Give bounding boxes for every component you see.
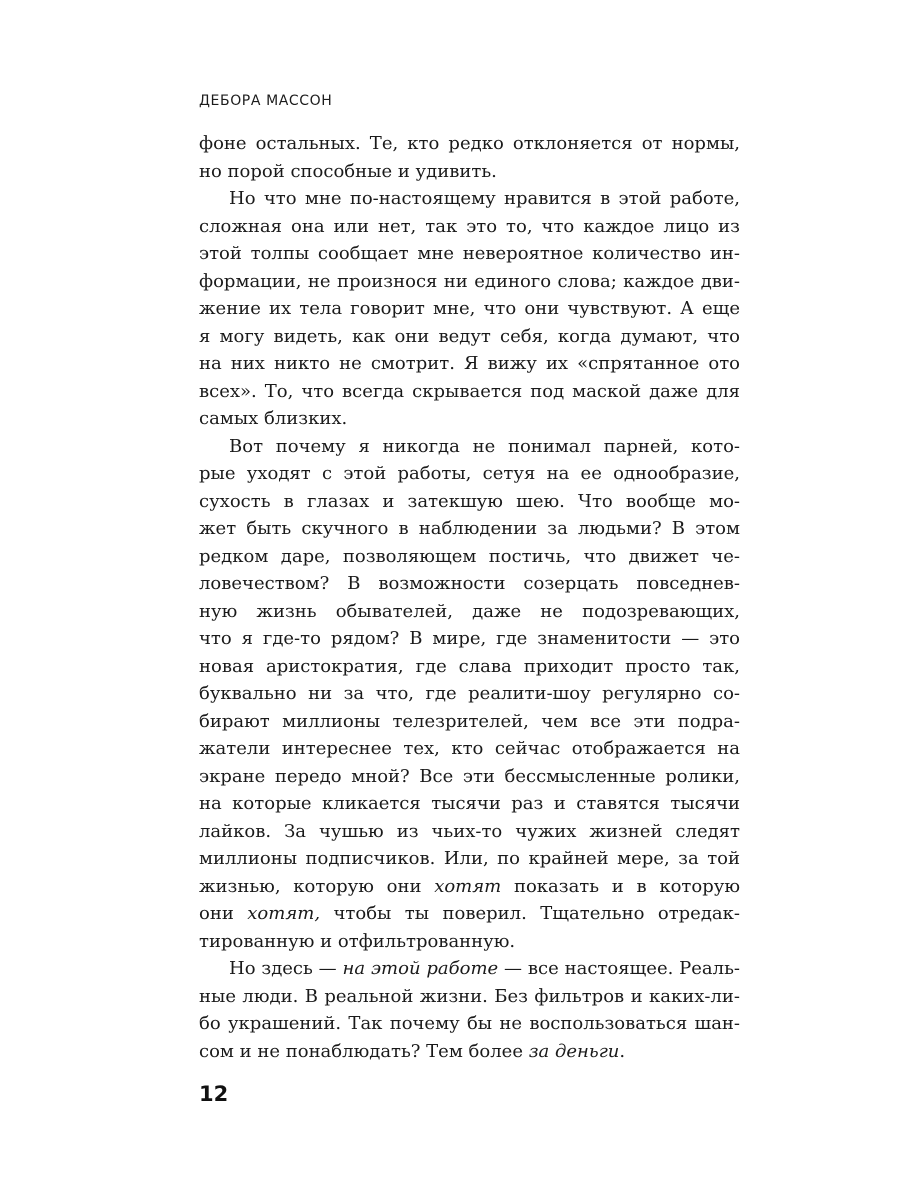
text-run: Но что мне по-настоящему нравится в этой работе, (229, 188, 740, 209)
text-run: лайков. За чушью из чьих-то чужих жизней следят (199, 820, 740, 842)
text-line (199, 515, 740, 543)
text-run: они (199, 903, 248, 924)
text-line (199, 625, 740, 653)
text-line (199, 268, 740, 296)
text-run: этой толпы сообщает мне невероятное количество ин- (199, 243, 740, 264)
running-head: ДЕБОРА МАССОН (199, 93, 333, 109)
text-run: но порой способные и удивить. (199, 160, 497, 182)
text-run: сом и не понаблюдать? Тем более (199, 1040, 529, 1062)
text-line (199, 350, 740, 378)
body-text (199, 130, 740, 1065)
text-line (199, 130, 740, 158)
text-run: Вот почему я никогда не понимал парней, кото- (229, 435, 740, 457)
text-run: жатели интереснее тех, кто сейчас отображается на (199, 738, 740, 759)
text-run: фоне остальных. Те, кто редко отклоняется от нормы, (199, 133, 740, 154)
text-line (199, 873, 740, 901)
text-line (199, 708, 740, 736)
text-run: новая аристократия, где слава приходит просто так, (199, 655, 740, 677)
text-line (199, 433, 740, 461)
text-run: на них никто не смотрит. Я вижу их «спрятанное ото (199, 353, 740, 374)
text-run: жение их тела говорит мне, что они чувствуют. А еще (199, 298, 740, 319)
text-run: буквально ни за что, где реалити-шоу регулярно со- (199, 683, 740, 704)
italic-text: хотят (434, 875, 502, 897)
text-run: ные люди. В реальной жизни. Без фильтров и каких-ли- (199, 985, 740, 1007)
italic-text: за деньги (528, 1040, 620, 1062)
text-run: миллионы подписчиков. Или, по крайней мере, за той (199, 848, 740, 869)
text-line (199, 928, 740, 956)
text-line (199, 680, 740, 708)
text-run: сложная она или нет, так это то, что каждое лицо из (199, 215, 740, 237)
page-number: 12 (199, 1082, 229, 1106)
text-run: самых близких. (199, 408, 348, 429)
text-run: тированную и отфильтрованную. (199, 930, 516, 952)
text-line (199, 543, 740, 571)
text-line (199, 763, 740, 791)
text-line (199, 158, 740, 186)
text-line (199, 955, 740, 983)
text-run: показать и в которую (501, 875, 740, 897)
text-run: бирают миллионы телезрителей, чем все эти подра- (199, 710, 740, 732)
text-line (199, 460, 740, 488)
text-run: что я где-то рядом? В мире, где знаменитости — это (199, 628, 740, 649)
text-run: жет быть скучного в наблюдении за людьми? В этом (199, 518, 740, 539)
text-run: жизнью, которую они (199, 875, 435, 897)
text-run: экране передо мной? Все эти бессмысленные ролики, (199, 765, 740, 787)
text-line (199, 845, 740, 873)
text-line (199, 323, 740, 351)
text-run: Но здесь — (229, 958, 343, 979)
text-line (199, 900, 740, 928)
text-run: я могу видеть, как они ведут себя, когда думают, что (199, 325, 740, 347)
text-line (199, 240, 740, 268)
text-line (199, 405, 740, 433)
italic-text: на этой работе (342, 958, 499, 979)
italic-text: хотят, (247, 903, 321, 924)
text-run: всех». То, что всегда скрывается под маской даже для (199, 380, 740, 402)
text-line (199, 1038, 740, 1066)
text-run: чтобы ты поверил. Тщательно отредак- (320, 903, 740, 924)
text-line (199, 570, 740, 598)
text-run: рые уходят с этой работы, сетуя на ее однообразие, (199, 463, 740, 484)
text-run: на которые кликается тысячи раз и ставятся тысячи (199, 793, 740, 814)
text-run: бо украшений. Так почему бы не воспользоваться шан- (199, 1013, 740, 1034)
text-run: . (619, 1040, 626, 1062)
text-line (199, 735, 740, 763)
text-run: формации, не произнося ни единого слова; каждое дви- (199, 270, 740, 292)
text-line (199, 378, 740, 406)
text-line (199, 818, 740, 846)
text-line (199, 488, 740, 516)
text-line (199, 213, 740, 241)
text-run: сухость в глазах и затекшую шею. Что вообще мо- (199, 490, 740, 512)
text-line (199, 185, 740, 213)
text-line (199, 598, 740, 626)
text-line (199, 1010, 740, 1038)
text-run: ную жизнь обывателей, даже не подозревающих, (199, 600, 740, 622)
text-line (199, 790, 740, 818)
text-run: — все настоящее. Реаль- (498, 958, 740, 979)
text-line (199, 653, 740, 681)
text-run: ловечеством? В возможности созерцать повседнев- (199, 573, 740, 594)
text-line (199, 295, 740, 323)
text-run: редком даре, позволяющем постичь, что движет че- (199, 545, 740, 567)
text-line (199, 983, 740, 1011)
